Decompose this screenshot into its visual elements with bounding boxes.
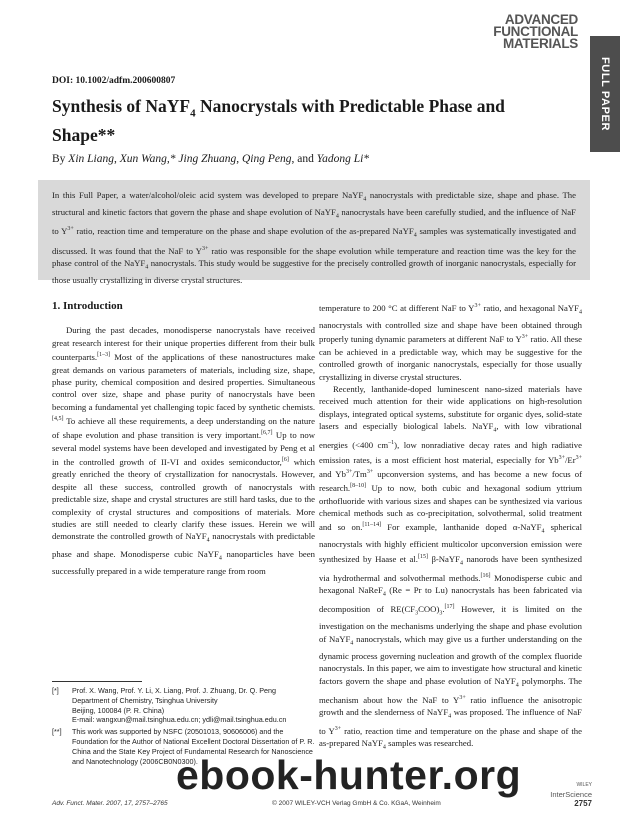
wiley-small-text: WILEY bbox=[576, 782, 592, 788]
footnote-line: Department of Chemistry, Tsinghua University bbox=[72, 695, 218, 705]
subscript: 3 bbox=[415, 610, 419, 617]
citation-ref[interactable]: [16] bbox=[480, 572, 491, 579]
subscript: 4 bbox=[218, 555, 222, 562]
subscript: 4 bbox=[382, 745, 386, 752]
section-tab bbox=[590, 36, 620, 152]
subscript: 4 bbox=[335, 213, 339, 220]
author-4: Qing Peng bbox=[242, 153, 292, 165]
superscript: 3+ bbox=[366, 468, 374, 475]
body-text: , with low vibrational energies (<400 cm bbox=[319, 421, 582, 451]
subscript: 4 bbox=[515, 682, 519, 689]
citation-ref[interactable]: [11–14] bbox=[362, 522, 382, 529]
citation-ref[interactable]: [6] bbox=[281, 457, 289, 464]
body-text: nanocrystals with predictable phase and shape. Monodisperse cubic NaYF bbox=[52, 531, 315, 559]
subscript: 4 bbox=[350, 640, 354, 647]
body-text: was proposed. The influence of NaF to Y bbox=[319, 707, 582, 737]
title-text-1: Synthesis of NaYF bbox=[52, 96, 191, 116]
body-text: and Yb bbox=[319, 468, 346, 479]
subscript: 4 bbox=[579, 309, 582, 316]
body-text: COO) bbox=[418, 604, 440, 615]
title-text-2: Nanocrystals with Predictable Phase and Shape** bbox=[52, 96, 505, 145]
superscript: 3+ bbox=[67, 226, 74, 233]
footer-citation: Adv. Funct. Mater. 2007, 17, 2757–2765 bbox=[52, 799, 168, 807]
body-text: ), low nonradiative decay rates and high radiative emission rates, is a most efficient host material, especially for Yb bbox=[319, 440, 582, 465]
citation-ref[interactable]: [4,5] bbox=[52, 416, 64, 423]
superscript: 3+ bbox=[334, 726, 342, 733]
superscript: 3+ bbox=[345, 468, 353, 475]
body-text: /Er bbox=[564, 454, 576, 465]
citation-ref[interactable]: [1–3] bbox=[97, 352, 111, 359]
footnote-email[interactable]: E-mail: wangxun@mail.tsinghua.edu.cn; ydli@mail.tsinghua.edu.cn bbox=[72, 715, 287, 725]
body-text: ratio influence the anisotropic growth and the slenderness of NaYF bbox=[319, 694, 582, 718]
author-line: By Xin Liang, Xun Wang,* Jing Zhuang, Qing Peng, and Yadong Li* bbox=[52, 153, 370, 165]
author-1: Xin Liang bbox=[68, 153, 114, 165]
page-number: 2757 bbox=[574, 798, 592, 808]
logo-line-1: ADVANCED bbox=[504, 12, 578, 27]
watermark: ebook-hunter.org bbox=[176, 752, 522, 798]
subscript: 3 bbox=[439, 610, 443, 617]
footer-copyright: © 2007 WILEY-VCH Verlag GmbH & Co. KGaA, Weinheim bbox=[272, 799, 441, 807]
journal-logo bbox=[493, 14, 578, 50]
body-text: During the past decades, monodisperse nanocrystals have received great research interest for their unique properties different from their bulk counterparts. bbox=[52, 325, 315, 363]
subscript: 4 bbox=[206, 538, 210, 545]
abstract-text: nanocrystals have been carefully studied, and the influence of NaF to Y bbox=[52, 207, 576, 237]
body-text: nanorods have been synthesized via hydrothermal and solvothermal methods. bbox=[319, 553, 582, 583]
authors-and: and bbox=[297, 153, 314, 165]
body-paragraph bbox=[319, 300, 582, 383]
superscript: 3+ bbox=[474, 303, 481, 309]
author-5: Yadong Li* bbox=[316, 153, 370, 165]
body-text: polymorphs. The mechanism about how the NaF to Y bbox=[319, 675, 583, 705]
footnote-divider bbox=[52, 681, 142, 682]
body-paragraph bbox=[319, 383, 582, 755]
body-text: To achieve all these requirements, a deep understanding on the nature of shape evolution and phase transition is very important. bbox=[52, 416, 315, 441]
section-tab-label: FULL PAPER bbox=[599, 56, 612, 132]
body-text: which greatly enriched the theory of crystallization for nanocrystals. However, despite all these success, controlled growth of nanocrystals with predictable size, shape and crystal structures are still hard tasks, due to the complexity of crystal structures and compositions of materials. More studies are still needed to clearly clarify these issues. Herein we will demonstrate the controlled growth of NaYF bbox=[52, 457, 315, 542]
abstract-text: nanocrystals. This study would be suggestive for the precisely controlled growth of inorganic nanocrystals, especially for those usually crystallizing in diverse crystal structures. bbox=[52, 257, 576, 286]
body-text: Monodisperse cubic and hexagonal NaReF bbox=[319, 572, 582, 596]
subscript: 4 bbox=[460, 560, 463, 567]
body-text: ratio, and hexagonal NaYF bbox=[480, 302, 579, 313]
body-text: . bbox=[442, 604, 445, 615]
author-3: Jing Zhuang bbox=[178, 153, 237, 165]
footnote-line: Beijing, 100084 (P. R. China) bbox=[72, 705, 165, 715]
body-text: For example, lanthanide doped α-NaYF bbox=[381, 522, 542, 533]
footnote-body bbox=[72, 686, 286, 725]
superscript: 3+ bbox=[521, 334, 529, 341]
superscript: –1 bbox=[388, 440, 395, 447]
subscript: 4 bbox=[493, 427, 497, 434]
subscript: 4 bbox=[448, 713, 452, 720]
body-text: Up to now, both cubic and hexagonal sodium yttrium orthofluoride with various sizes and shapes can be synthesized via various chemical methods such as co-precipitation, solvothermal, solid treatment and so on. bbox=[319, 483, 582, 533]
body-text: nanocrystals with controlled size and shape have been obtained through properly tuning dynamic parameters at different NaF to Y bbox=[319, 320, 582, 345]
subscript: 4 bbox=[382, 591, 386, 598]
logo-line-2: FUNCTIONAL bbox=[493, 24, 578, 39]
citation-ref[interactable]: [8–10] bbox=[350, 483, 367, 490]
author-2: Xun Wang,* bbox=[119, 153, 176, 165]
logo-line-3: MATERIALS bbox=[502, 36, 578, 51]
body-text: However, it is limited on the investigation on the mechanisms underlying the shape and phase evolution of NaYF bbox=[319, 604, 582, 644]
body-text: spherical nanocrystals with highly efficient multicolor upconversion emission were synthesized by Haase et al. bbox=[319, 522, 582, 564]
section-heading: 1. Introduction bbox=[52, 300, 123, 312]
abstract-text: nanocrystals with predictable size, shape and phase. The structural and kinetic factors that govern the phase and shape evolution of NaYF bbox=[52, 190, 577, 218]
body-text: samples was researched. bbox=[385, 738, 474, 749]
subscript: 4 bbox=[413, 233, 417, 240]
body-text: upconversion systems, and has become a new focus of research. bbox=[319, 468, 583, 494]
superscript: 3+ bbox=[459, 694, 466, 701]
subscript: 4 bbox=[541, 528, 545, 535]
body-text: /Tm bbox=[352, 468, 367, 479]
body-text: Up to now several model systems have been developed and investigated by Peng et al in the controlled growth of II-VI and oxides semiconductor, bbox=[52, 430, 315, 468]
superscript: 3+ bbox=[575, 454, 582, 461]
citation-ref[interactable]: [15] bbox=[417, 553, 428, 560]
abstract-text: In this Full Paper, a water/alcohol/oleic acid system was developed to prepare NaYF bbox=[52, 190, 364, 200]
body-text: (Re = Pr to Lu) nanocrystals has been fabricated via decomposition of RE(CF bbox=[319, 585, 582, 615]
footnote-mark: [**] bbox=[52, 727, 62, 737]
paper-title bbox=[52, 96, 512, 146]
body-text: temperature to 200 °C at different NaF to Y bbox=[319, 302, 475, 313]
body-text: Recently, lanthanide-doped luminescent nano-sized materials have received much attention for their wide applications on high-resolution displays, integrated optical systems, substitute for organic dyes, solid-state lasers and especially biological labels. NaYF bbox=[319, 383, 582, 432]
body-text: β-NaYF bbox=[427, 553, 460, 564]
superscript: 3+ bbox=[558, 454, 565, 461]
footnote-affiliation bbox=[52, 686, 315, 725]
citation-ref[interactable]: [6,7] bbox=[261, 430, 273, 437]
footnote-mark: [*] bbox=[52, 686, 59, 695]
authors-by: By bbox=[52, 153, 66, 165]
body-text: ratio. All these can be achieved in a predictable way, which may be suggestive for the controlled growth of inorganic nanocrystals, especially for those usually crystallizing in diverse crystal structures. bbox=[319, 334, 582, 382]
intro-paragraph bbox=[52, 324, 315, 577]
abstract-text: samples was systematically investigated and discussed. It was found that the NaF to Y bbox=[52, 226, 576, 256]
abstract-box bbox=[38, 180, 590, 286]
abstract-text: ratio was responsible for the shape evolution while temperature and reaction time was the key for the phase control of the NaYF bbox=[52, 245, 576, 268]
wiley-text: InterScience bbox=[550, 790, 592, 799]
footnote-body: This work was supported by NSFC (20501013, 90606006) and the Foundation for the Author of National Excellent Doctoral Dissertation of P. R. China and the State Key Project of Fundamental Research for Nanoscience and Nanotechnology (2006CB0N0300). bbox=[72, 727, 315, 766]
body-text: nanocrystals, which may give us a further understanding on the dynamic process governing nucleation and growth of the complex fluoride nanocrystals. In this paper, we aim to investigate how structural and kinetic factors govern the shape and phase evolution of NaYF bbox=[319, 633, 582, 686]
footnote-line: Prof. X. Wang, Prof. Y. Li, X. Liang, Prof. J. Zhuang, Dr. Q. Peng bbox=[72, 686, 277, 695]
citation-ref[interactable]: [17] bbox=[444, 604, 455, 611]
title-subscript: 4 bbox=[190, 107, 196, 120]
body-text: Most of the applications of these nanostructures make great demands on various parameters of materials, including size, shape, phase purity, chemical composition and desired properties. Simultaneous control over size, shape and phase purity of nanocrystals have been becoming a fundamental yet challenging topic faced by synthetic chemists. bbox=[52, 352, 315, 412]
right-column bbox=[319, 300, 582, 755]
doi: DOI: 10.1002/adfm.200600807 bbox=[52, 76, 176, 86]
subscript: 4 bbox=[363, 196, 367, 203]
body-text: ratio, reaction time and temperature on the phase and shape of the as-prepared NaYF bbox=[319, 726, 582, 749]
left-column bbox=[52, 300, 315, 577]
body-text: nanoparticles have been successfully prepared in a wide temperature range from room bbox=[52, 548, 315, 576]
abstract-text: ratio, reaction time and temperature on the phase and shape evolution of the as-prepared NaYF bbox=[73, 226, 414, 237]
subscript: 4 bbox=[145, 264, 149, 271]
superscript: 3+ bbox=[201, 245, 209, 252]
